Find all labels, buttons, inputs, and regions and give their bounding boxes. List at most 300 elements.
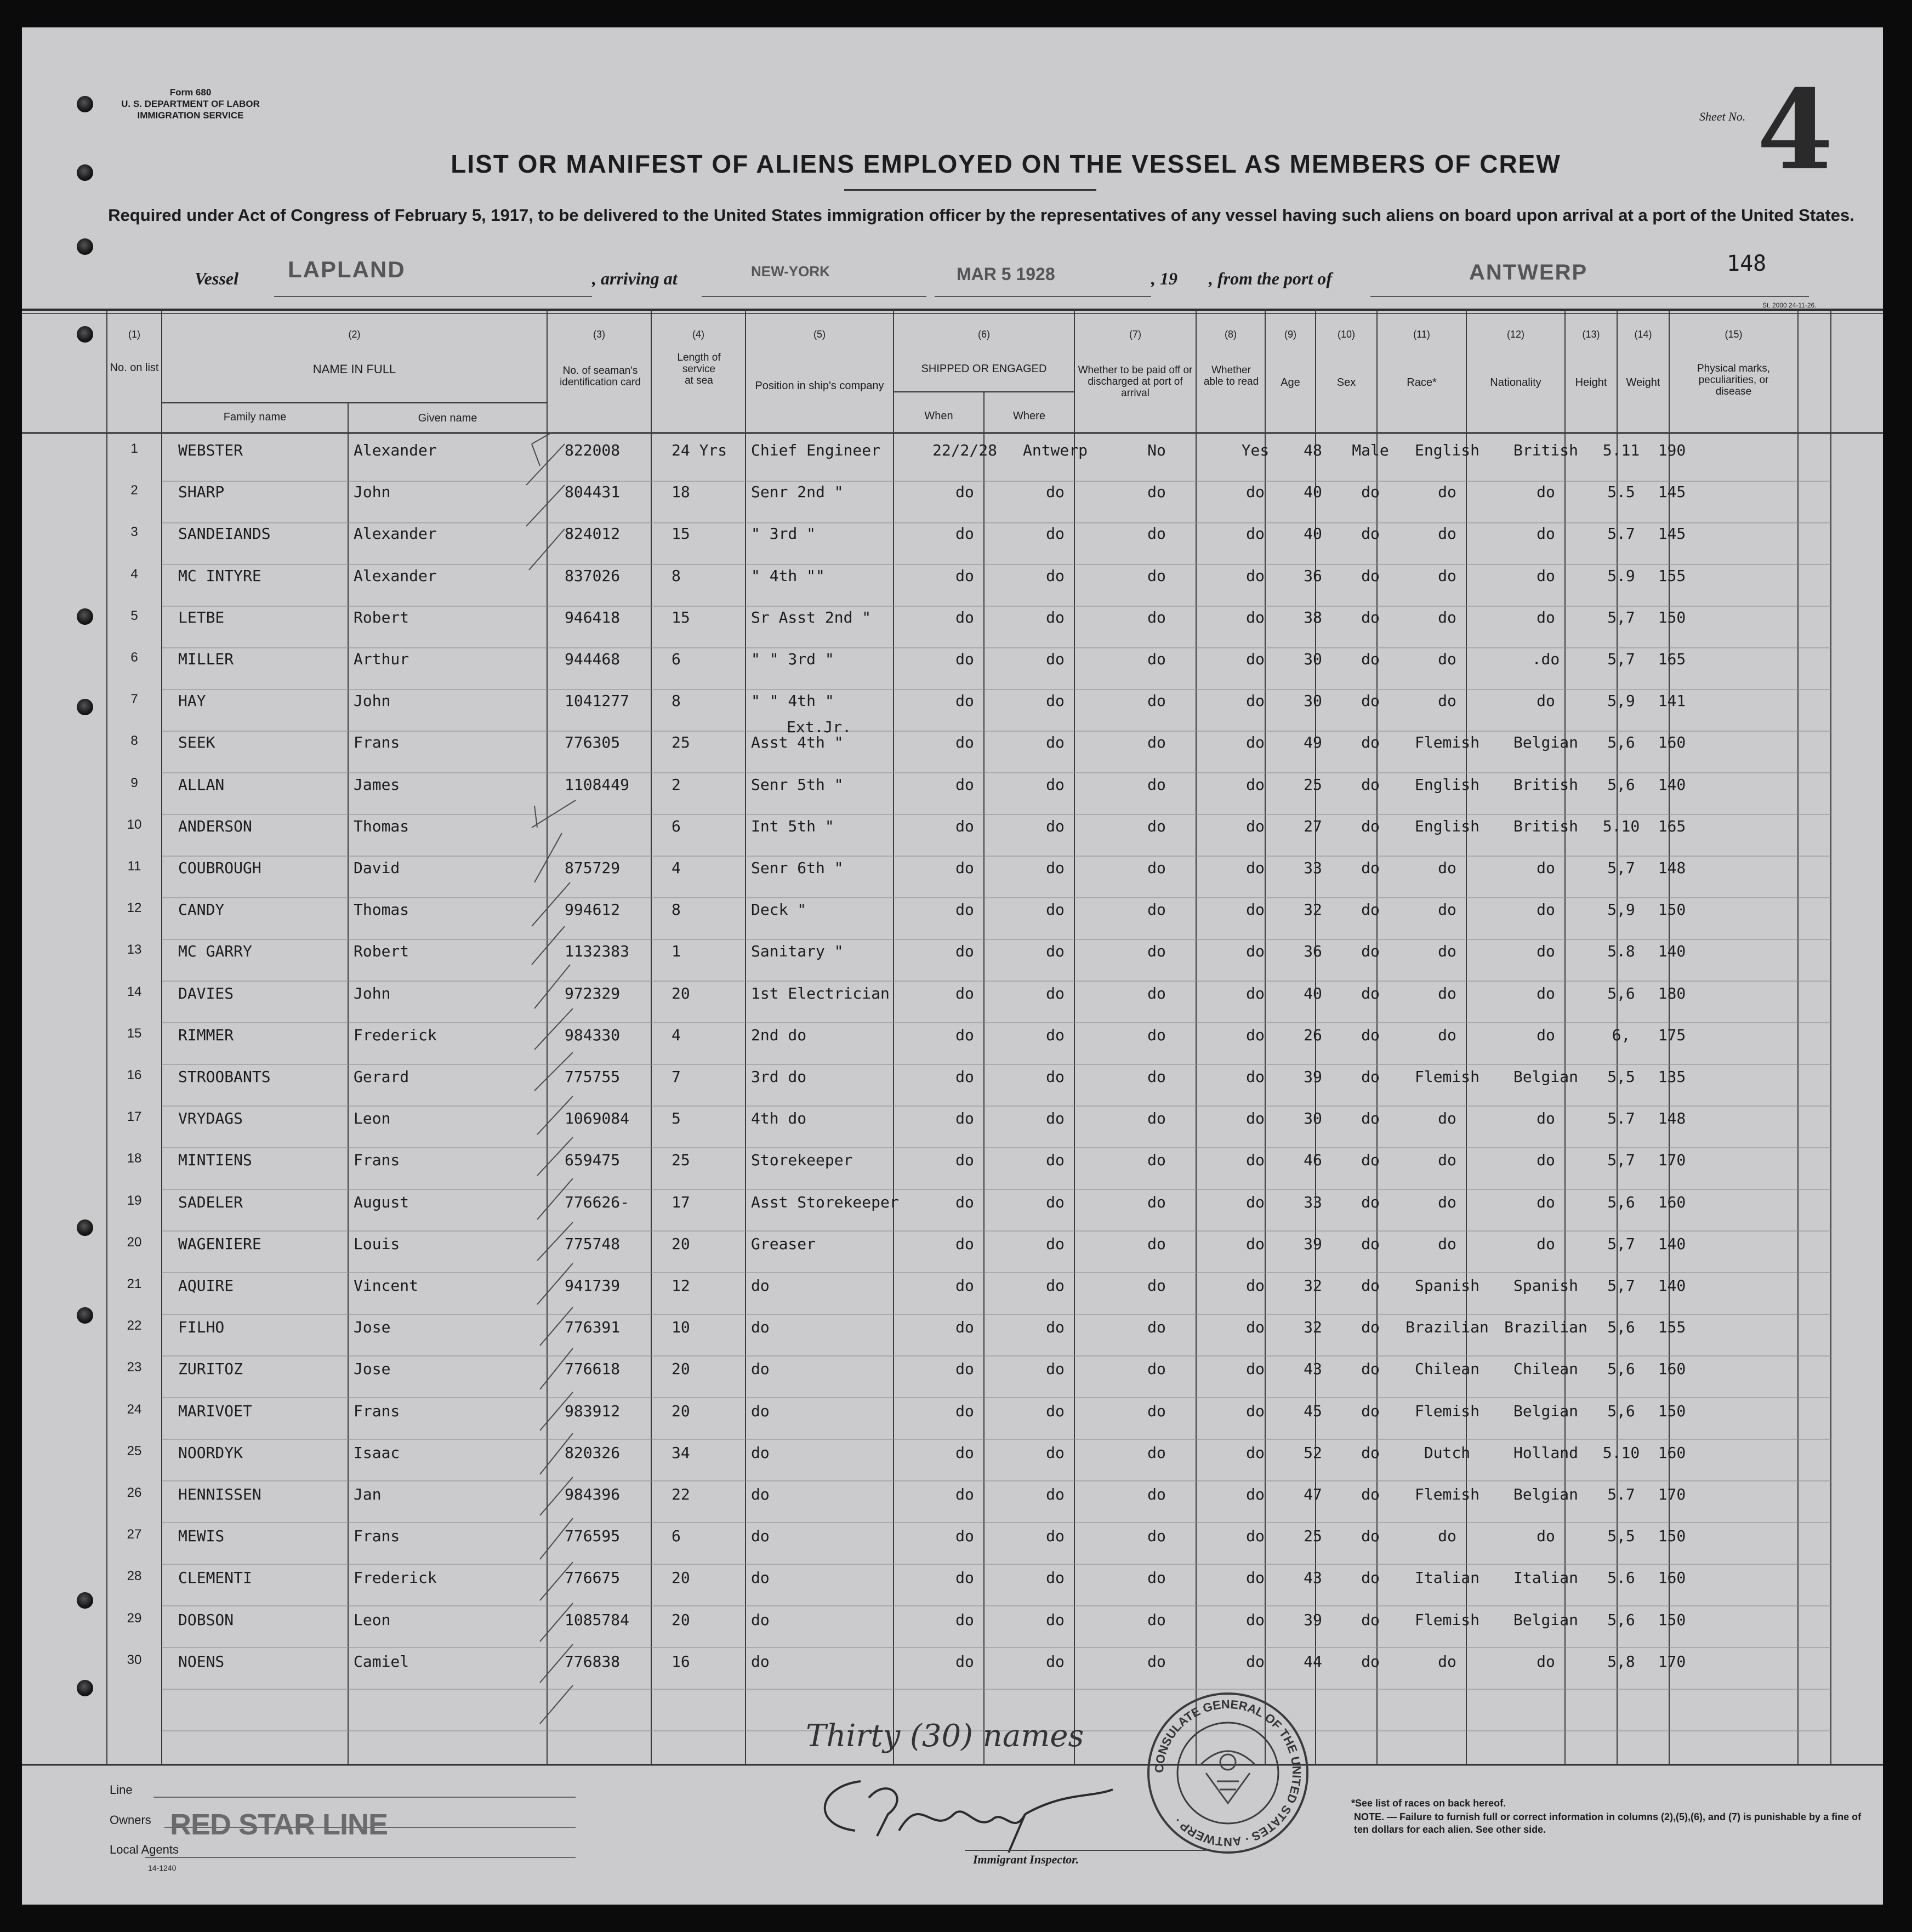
given-name: August <box>354 1193 409 1211</box>
col-head-nationality: Nationality <box>1490 377 1541 389</box>
family-name: MC INTYRE <box>178 567 261 585</box>
sex: do <box>1361 692 1380 710</box>
col-num: (6) <box>978 329 990 340</box>
age: 30 <box>1304 692 1322 710</box>
sex: do <box>1361 1360 1380 1378</box>
height: 6, <box>1612 1026 1631 1044</box>
position: Storekeeper <box>751 1151 853 1169</box>
race: do <box>1438 1652 1456 1671</box>
shipped-when: do <box>955 1485 974 1503</box>
col-head-height: Height <box>1575 377 1607 389</box>
service-length: 1 <box>672 942 681 960</box>
given-name: Frederick <box>354 1026 437 1044</box>
able-to-read: do <box>1246 984 1265 1002</box>
race: do <box>1438 1527 1456 1545</box>
weight: 165 <box>1658 650 1686 668</box>
shipped-when: do <box>955 483 974 501</box>
row-number: 18 <box>127 1151 142 1166</box>
service-length: 20 <box>672 1360 690 1378</box>
sex: do <box>1361 1068 1380 1086</box>
weight: 155 <box>1658 1318 1686 1336</box>
shipped-when: do <box>955 692 974 710</box>
nationality: do <box>1537 1151 1555 1169</box>
sex: do <box>1361 942 1380 960</box>
given-name: Alexander <box>354 525 437 543</box>
age: 40 <box>1304 984 1322 1002</box>
table-row <box>22 483 1883 516</box>
print-code: St. 2000 24-11-26. <box>1762 301 1817 309</box>
shipped-when: do <box>955 942 974 960</box>
family-name: STROOBANTS <box>178 1068 271 1086</box>
punch-hole <box>77 238 93 255</box>
sex: do <box>1361 1569 1380 1587</box>
position: do <box>751 1527 770 1545</box>
paid-off: do <box>1147 1276 1166 1295</box>
race: do <box>1438 567 1456 585</box>
height: 5,6 <box>1607 1402 1635 1420</box>
position-note: Ext.Jr. <box>787 718 852 736</box>
shipped-where: do <box>1046 650 1065 668</box>
able-to-read: do <box>1246 942 1265 960</box>
row-number: 22 <box>127 1318 142 1333</box>
service-length: 17 <box>672 1193 690 1211</box>
shipped-when: do <box>955 984 974 1002</box>
able-to-read: Yes <box>1241 441 1270 459</box>
position: do <box>751 1569 770 1587</box>
page-title: LIST OR MANIFEST OF ALIENS EMPLOYED ON THE VESSEL AS MEMBERS OF CREW <box>451 150 1561 178</box>
sex: do <box>1361 733 1380 751</box>
nationality: Holland <box>1513 1444 1578 1462</box>
sex: do <box>1361 1276 1380 1295</box>
weight: 175 <box>1658 1026 1686 1044</box>
paid-off: do <box>1147 1109 1166 1127</box>
shipped-where: do <box>1046 1276 1065 1295</box>
title-rule <box>844 189 1096 191</box>
age: 36 <box>1304 567 1322 585</box>
nationality: .do <box>1532 650 1560 668</box>
position: Asst 4th " <box>751 733 844 751</box>
sex: do <box>1361 1527 1380 1545</box>
age: 48 <box>1304 441 1322 459</box>
position: 4th do <box>751 1109 807 1127</box>
nationality: do <box>1537 1527 1555 1545</box>
age: 33 <box>1304 859 1322 877</box>
position: Chief Engineer <box>751 441 881 459</box>
family-name: HAY <box>178 692 206 710</box>
row-number: 24 <box>127 1402 142 1417</box>
service-length: 25 <box>672 1151 690 1169</box>
race: do <box>1438 984 1456 1002</box>
position: 3rd do <box>751 1068 807 1086</box>
card-number: 837026 <box>565 567 621 585</box>
table-row <box>22 1402 1883 1435</box>
row-number: 25 <box>127 1444 142 1458</box>
height: 5,5 <box>1607 1527 1635 1545</box>
table-row <box>22 1652 1883 1685</box>
page-subtitle: Required under Act of Congress of February 5, 1917, to be delivered to the United States immigration officer by the representatives of any vessel having such aliens on board upon arrival at a port of the United States. <box>108 206 1854 225</box>
sex: do <box>1361 1318 1380 1336</box>
col-num: (3) <box>593 329 605 340</box>
service-length: 34 <box>672 1444 690 1462</box>
given-name: Robert <box>354 608 409 626</box>
height: 5.11 <box>1602 441 1640 459</box>
given-name: James <box>354 776 400 794</box>
table-row <box>22 1151 1883 1184</box>
card-number: 776391 <box>565 1318 621 1336</box>
position: Deck " <box>751 901 807 919</box>
service-length: 8 <box>672 567 681 585</box>
table-row <box>22 1569 1883 1602</box>
height: 5,7 <box>1607 608 1635 626</box>
able-to-read: do <box>1246 1485 1265 1503</box>
given-name: Jose <box>354 1360 391 1378</box>
weight: 150 <box>1658 608 1686 626</box>
able-to-read: do <box>1246 859 1265 877</box>
col-head-when: When <box>924 410 953 422</box>
able-to-read: do <box>1246 1276 1265 1295</box>
paid-off: do <box>1147 1318 1166 1336</box>
nationality: Belgian <box>1513 1611 1578 1629</box>
manifest-sheet <box>22 27 1883 1905</box>
race: Flemish <box>1414 1611 1479 1629</box>
weight: 180 <box>1658 984 1686 1002</box>
table-row <box>22 1109 1883 1142</box>
sex: do <box>1361 1652 1380 1671</box>
race: do <box>1438 650 1456 668</box>
service-length: 20 <box>672 984 690 1002</box>
weight: 145 <box>1658 525 1686 543</box>
shipped-when: do <box>955 1611 974 1629</box>
service-length: 20 <box>672 1611 690 1629</box>
col-num: (5) <box>813 329 826 340</box>
inspector-label: Immigrant Inspector. <box>973 1853 1079 1866</box>
age: 32 <box>1304 901 1322 919</box>
row-number: 10 <box>127 817 142 832</box>
shipped-where: do <box>1046 1402 1065 1420</box>
table-row <box>22 1485 1883 1518</box>
race: do <box>1438 1235 1456 1253</box>
nationality: do <box>1537 984 1555 1002</box>
service-length: 7 <box>672 1068 681 1086</box>
row-number: 26 <box>127 1485 142 1500</box>
able-to-read: do <box>1246 1151 1265 1169</box>
paid-off: No <box>1147 441 1166 459</box>
position: Senr 2nd " <box>751 483 844 501</box>
given-name: Arthur <box>354 650 409 668</box>
row-number: 29 <box>127 1611 142 1626</box>
row-number: 13 <box>127 942 142 957</box>
col-num: (2) <box>348 329 361 340</box>
nationality: do <box>1537 1109 1555 1127</box>
card-number: 1085784 <box>565 1611 630 1629</box>
race: English <box>1414 776 1479 794</box>
age: 46 <box>1304 1151 1322 1169</box>
weight: 145 <box>1658 483 1686 501</box>
shipped-when: do <box>955 525 974 543</box>
card-number: 1108449 <box>565 776 630 794</box>
race: Italian <box>1414 1569 1479 1587</box>
race: do <box>1438 608 1456 626</box>
age: 38 <box>1304 608 1322 626</box>
height: 5,5 <box>1607 1068 1635 1086</box>
age: 39 <box>1304 1068 1322 1086</box>
service-length: 6 <box>672 1527 681 1545</box>
shipped-when: do <box>955 817 974 835</box>
punch-hole <box>77 96 93 112</box>
sex: Male <box>1352 441 1389 459</box>
service-length: 20 <box>672 1402 690 1420</box>
race: Chilean <box>1414 1360 1479 1378</box>
race: do <box>1438 942 1456 960</box>
able-to-read: do <box>1246 1068 1265 1086</box>
fill-line <box>935 296 1151 297</box>
given-name: Thomas <box>354 817 409 835</box>
shipped-when: do <box>955 650 974 668</box>
given-name: Frans <box>354 733 400 751</box>
sex: do <box>1361 776 1380 794</box>
row-number: 5 <box>130 608 138 623</box>
able-to-read: do <box>1246 1569 1265 1587</box>
weight: 160 <box>1658 733 1686 751</box>
sex: do <box>1361 1109 1380 1127</box>
col-head-read: Whether able to read <box>1203 364 1259 387</box>
row-number: 17 <box>127 1109 142 1124</box>
card-number: 1132383 <box>565 942 630 960</box>
height: 5,6 <box>1607 1193 1635 1211</box>
nationality: Belgian <box>1513 733 1578 751</box>
table-row <box>22 901 1883 933</box>
card-number: 804431 <box>565 483 621 501</box>
family-name: SADELER <box>178 1193 243 1211</box>
given-name: Jan <box>354 1485 382 1503</box>
family-name: CANDY <box>178 901 225 919</box>
position: " 3rd " <box>751 525 816 543</box>
table-row <box>22 859 1883 892</box>
sheet-label: Sheet No. <box>1699 110 1746 123</box>
weight: 148 <box>1658 1109 1686 1127</box>
age: 27 <box>1304 817 1322 835</box>
shipped-where: do <box>1046 817 1065 835</box>
sex: do <box>1361 567 1380 585</box>
given-name: Frans <box>354 1527 400 1545</box>
nationality: Belgian <box>1513 1068 1578 1086</box>
col-num: (13) <box>1582 329 1600 340</box>
age: 26 <box>1304 1026 1322 1044</box>
card-number: 776595 <box>565 1527 621 1545</box>
punch-hole <box>77 164 93 181</box>
family-name: VRYDAGS <box>178 1109 243 1127</box>
nationality: British <box>1513 441 1578 459</box>
race: do <box>1438 1026 1456 1044</box>
shipped-when: do <box>955 1444 974 1462</box>
age: 52 <box>1304 1444 1322 1462</box>
shipped-when: do <box>955 1527 974 1545</box>
race: Spanish <box>1414 1276 1479 1295</box>
shipped-where: do <box>1046 483 1065 501</box>
age: 39 <box>1304 1235 1322 1253</box>
nationality: do <box>1537 525 1555 543</box>
nationality: Brazilian <box>1504 1318 1587 1336</box>
given-name: John <box>354 984 391 1002</box>
shipped-when: do <box>955 1360 974 1378</box>
sheet-number: 4 <box>1757 66 1834 195</box>
arrival-date: MAR 5 1928 <box>957 264 1055 284</box>
nationality: Belgian <box>1513 1402 1578 1420</box>
footer-owners-label: Owners <box>110 1813 151 1827</box>
table-row <box>22 1611 1883 1644</box>
year-label: , 19 <box>1151 269 1177 288</box>
able-to-read: do <box>1246 608 1265 626</box>
shipped-where: do <box>1046 1109 1065 1127</box>
shipped-when: do <box>955 608 974 626</box>
table-row <box>22 1444 1883 1477</box>
card-number: 946418 <box>565 608 621 626</box>
weight: 150 <box>1658 901 1686 919</box>
given-name: Thomas <box>354 901 409 919</box>
age: 25 <box>1304 776 1322 794</box>
shipped-when: do <box>955 1026 974 1044</box>
footer-line-label: Line <box>110 1783 133 1797</box>
table-row <box>22 1193 1883 1226</box>
position: do <box>751 1276 770 1295</box>
col-num: (4) <box>692 329 704 340</box>
row-number: 23 <box>127 1360 142 1375</box>
family-name: WAGENIERE <box>178 1235 261 1253</box>
able-to-read: do <box>1246 525 1265 543</box>
shipped-where: do <box>1046 859 1065 877</box>
race: English <box>1414 441 1479 459</box>
age: 44 <box>1304 1652 1322 1671</box>
paid-off: do <box>1147 608 1166 626</box>
card-number: 994612 <box>565 901 621 919</box>
row-number: 3 <box>130 525 138 539</box>
nationality: Chilean <box>1513 1360 1578 1378</box>
service-length: 24 Yrs <box>672 441 727 459</box>
row-number: 4 <box>130 567 138 582</box>
paid-off: do <box>1147 525 1166 543</box>
family-name: LETBE <box>178 608 225 626</box>
row-number: 2 <box>130 483 138 498</box>
race: Flemish <box>1414 1068 1479 1086</box>
card-number: 944468 <box>565 650 621 668</box>
shipped-when: do <box>955 1276 974 1295</box>
height: 5,6 <box>1607 733 1635 751</box>
row-number: 7 <box>130 692 138 706</box>
race: do <box>1438 901 1456 919</box>
fill-line <box>153 1797 576 1798</box>
service-length: 4 <box>672 859 681 877</box>
position: Greaser <box>751 1235 816 1253</box>
able-to-read: do <box>1246 1235 1265 1253</box>
given-name: David <box>354 859 400 877</box>
height: 5.5 <box>1607 483 1635 501</box>
position: 2nd do <box>751 1026 807 1044</box>
position: " " 3rd " <box>751 650 834 668</box>
sex: do <box>1361 1235 1380 1253</box>
sex: do <box>1361 1611 1380 1629</box>
col-num: (9) <box>1284 329 1296 340</box>
race: do <box>1438 1109 1456 1127</box>
card-number: 983912 <box>565 1402 621 1420</box>
service: IMMIGRATION SERVICE <box>137 110 244 121</box>
position: " 4th "" <box>751 567 825 585</box>
service-length: 8 <box>672 692 681 710</box>
weight: 160 <box>1658 1360 1686 1378</box>
given-name: Robert <box>354 942 409 960</box>
shipped-where: do <box>1046 1652 1065 1671</box>
able-to-read: do <box>1246 733 1265 751</box>
able-to-read: do <box>1246 1193 1265 1211</box>
table-row <box>22 1527 1883 1560</box>
table-row <box>22 650 1883 683</box>
shipped-where: do <box>1046 1569 1065 1587</box>
given-name: Alexander <box>354 567 437 585</box>
card-number: 875729 <box>565 859 621 877</box>
shipped-where: do <box>1046 1444 1065 1462</box>
paid-off: do <box>1147 1402 1166 1420</box>
paid-off: do <box>1147 1485 1166 1503</box>
shipped-where: do <box>1046 1235 1065 1253</box>
row-number: 11 <box>127 859 141 874</box>
given-name: Leon <box>354 1109 391 1127</box>
col-head-card: No. of seaman's identification card <box>560 365 641 388</box>
position: do <box>751 1444 770 1462</box>
given-name: Vincent <box>354 1276 419 1295</box>
family-name: HENNISSEN <box>178 1485 261 1503</box>
nationality: do <box>1537 567 1555 585</box>
height: 5.10 <box>1602 817 1640 835</box>
shipped-when: do <box>955 1109 974 1127</box>
age: 30 <box>1304 1109 1322 1127</box>
paid-off: do <box>1147 901 1166 919</box>
weight: 135 <box>1658 1068 1686 1086</box>
position: Int 5th " <box>751 817 834 835</box>
able-to-read: do <box>1246 1360 1265 1378</box>
col-head-name: NAME IN FULL <box>312 362 396 376</box>
height: 5,6 <box>1607 984 1635 1002</box>
paid-off: do <box>1147 984 1166 1002</box>
position: " " 4th " <box>751 692 834 710</box>
paid-off: do <box>1147 1235 1166 1253</box>
position: do <box>751 1318 770 1336</box>
weight: 155 <box>1658 567 1686 585</box>
paid-off: do <box>1147 692 1166 710</box>
col-head-no: No. on list <box>110 362 159 374</box>
family-name: MINTIENS <box>178 1151 252 1169</box>
service-length: 18 <box>672 483 690 501</box>
family-name: ALLAN <box>178 776 225 794</box>
given-name: Isaac <box>354 1444 400 1462</box>
paid-off: do <box>1147 1151 1166 1169</box>
age: 43 <box>1304 1569 1322 1587</box>
card-number: 776675 <box>565 1569 621 1587</box>
age: 40 <box>1304 483 1322 501</box>
height: 5.10 <box>1602 1444 1640 1462</box>
sex: do <box>1361 1026 1380 1044</box>
shipped-when: do <box>955 1318 974 1336</box>
card-number: 1069084 <box>565 1109 630 1127</box>
paid-off: do <box>1147 650 1166 668</box>
shipped-when: do <box>955 1402 974 1420</box>
nationality: Italian <box>1513 1569 1578 1587</box>
service-length: 16 <box>672 1652 690 1671</box>
family-name: MC GARRY <box>178 942 252 960</box>
col-head-given: Given name <box>418 412 477 424</box>
nationality: do <box>1537 1235 1555 1253</box>
list-number: 148 <box>1727 251 1767 276</box>
height: 5,7 <box>1607 1151 1635 1169</box>
table-row <box>22 984 1883 1017</box>
